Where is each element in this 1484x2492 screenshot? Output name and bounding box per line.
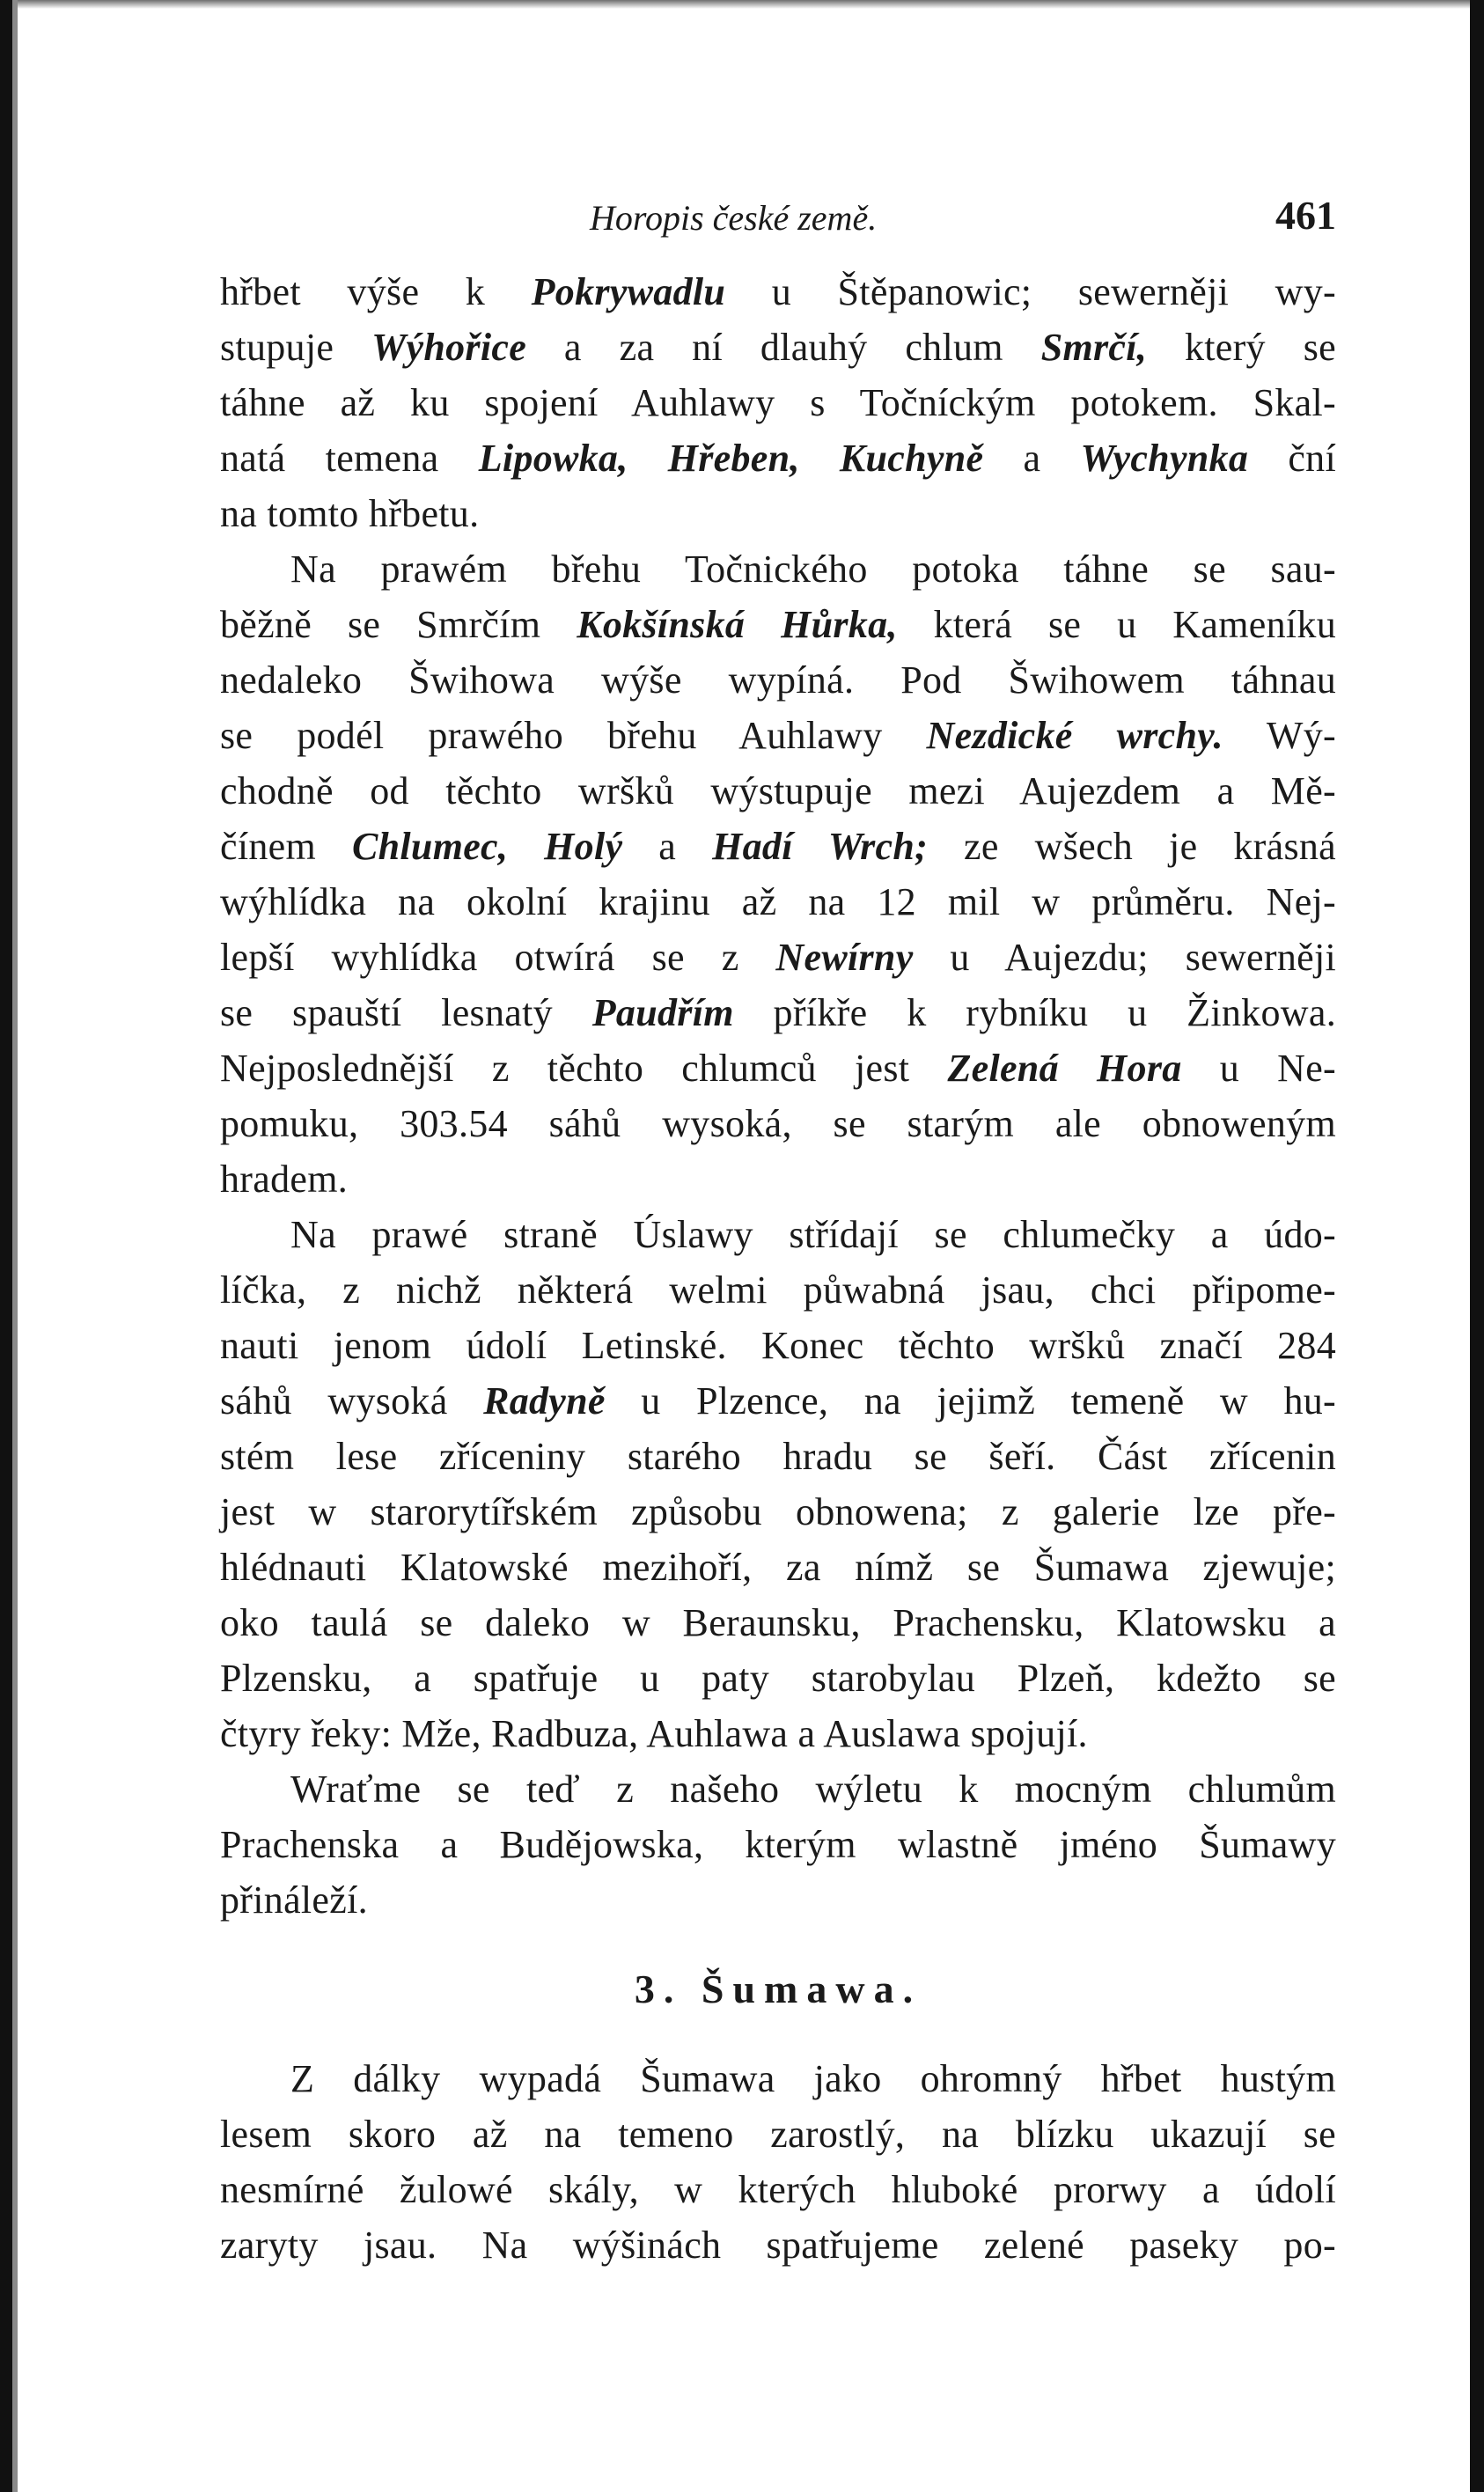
text-line: nesmírné žulowé skály, w kterých hluboké prorwy a údolí xyxy=(220,2168,1336,2211)
text-line: Z dálky wypadá Šumawa jako ohromný hřbet hustým xyxy=(290,2057,1336,2100)
text-line: se podél prawého břehu Auhlawy Nezdické wrchy. Wý- xyxy=(220,714,1336,757)
text-line: Prachenska a Budějowska, kterým wlastně jméno Šumawy xyxy=(220,1823,1336,1866)
text-line: líčka, z nichž některá welmi půwabná jsau, chci připome- xyxy=(220,1268,1336,1312)
text-line: hradem. xyxy=(220,1158,349,1201)
text-line: lepší wyhlídka otwírá se z Newírny u Aujezdu; sewerněji xyxy=(220,936,1336,979)
text-line: se spauští lesnatý Paudřím příkře k rybníku u Žinkowa. xyxy=(220,991,1336,1034)
text-line: hřbet výše k Pokrywadlu u Štěpanowic; sewerněji wy- xyxy=(220,270,1336,313)
text-line: čínem Chlumec, Holý a Hadí Wrch; ze wšech je krásná xyxy=(220,825,1336,868)
emphasized-name: Chlumec, Holý xyxy=(351,825,623,868)
emphasized-name: Wýhořice xyxy=(371,326,527,369)
scan-left-edge xyxy=(0,0,12,2492)
text-line: Wraťme se teď z našeho wýletu k mocným chlumům xyxy=(290,1768,1336,1811)
text-line: natá temena Lipowka, Hřeben, Kuchyně a Wychynka ční xyxy=(220,437,1336,480)
emphasized-name: Lipowka, Hřeben, Kuchyně xyxy=(478,437,984,480)
text-line: čtyry řeky: Mže, Radbuza, Auhlawa a Auslawa spojují. xyxy=(220,1712,1088,1755)
emphasized-name: Smrčí, xyxy=(1040,326,1148,369)
text-line: sáhů wysoká Radyně u Plzence, na jejimž temeně w hu- xyxy=(220,1379,1337,1422)
text-line: Plzensku, a spatřuje u paty starobylau Plzeň, kdežto se xyxy=(220,1657,1336,1700)
running-head xyxy=(220,185,1336,246)
text-line: jest w starorytířském způsobu obnowena; z galerie lze pře- xyxy=(220,1490,1336,1533)
running-title: Horopis české země. xyxy=(590,198,878,238)
text-line: hlédnauti Klatowské mezihoří, za nímž se Šumawa zjewuje; xyxy=(220,1546,1336,1589)
scan-top-edge xyxy=(0,0,1484,9)
emphasized-name: Wychynka xyxy=(1080,437,1249,480)
text-line: zaryty jsau. Na wýšinách spatřujeme zelené paseky po- xyxy=(220,2224,1336,2267)
emphasized-name: Newírny xyxy=(775,936,914,979)
text-line: přináleží. xyxy=(220,1878,368,1922)
text-line: pomuku, 303.54 sáhů wysoká, se starým ale obnoweným xyxy=(220,1102,1336,1145)
emphasized-name: Kokšínská Hůrka, xyxy=(577,603,898,646)
emphasized-name: Nezdické wrchy. xyxy=(926,714,1223,757)
emphasized-name: Paudřím xyxy=(591,991,734,1034)
text-line: lesem skoro až na temeno zarostlý, na blízku ukazují se xyxy=(220,2113,1336,2156)
page-number: 461 xyxy=(1275,193,1336,238)
scan-right-edge xyxy=(1470,0,1484,2492)
text-line: chodně od těchto wršků wýstupuje mezi Aujezdem a Mě- xyxy=(220,769,1336,812)
text-line: běžně se Smrčím Kokšínská Hůrka, která se u Kameníku xyxy=(220,603,1336,646)
emphasized-name: Radyně xyxy=(483,1379,606,1422)
text-line: wýhlídka na okolní krajinu až na 12 mil w průměru. Nej- xyxy=(220,880,1336,923)
text-line: oko taulá se daleko w Beraunsku, Prachensku, Klatowsku a xyxy=(220,1601,1336,1644)
text-line: stém lese zříceniny starého hradu se šeří. Část zřícenin xyxy=(220,1435,1336,1478)
text-line: Nejposlednější z těchto chlumců jest Zelená Hora u Ne- xyxy=(220,1047,1336,1090)
emphasized-name: Hadí Wrch; xyxy=(712,825,929,868)
text-line: táhne až ku spojení Auhlawy s Točníckým potokem. Skal- xyxy=(220,381,1336,424)
body-text xyxy=(220,264,1336,2273)
text-line: stupuje Wýhořice a za ní dlauhý chlum Smrčí, který se xyxy=(220,326,1336,369)
book-page xyxy=(220,185,1336,2273)
emphasized-name: Zelená Hora xyxy=(947,1047,1182,1090)
emphasized-name: Pokrywadlu xyxy=(531,270,726,313)
scan-left-edge-shadow xyxy=(12,0,18,2492)
text-line: na tomto hřbetu. xyxy=(220,492,480,535)
text-line: nedaleko Šwihowa wýše wypíná. Pod Šwihowem táhnau xyxy=(220,658,1336,702)
text-line: Na prawém břehu Točnického potoka táhne se sau- xyxy=(290,548,1336,591)
text-line: Na prawé straně Úslawy střídají se chlumečky a údo- xyxy=(290,1213,1336,1256)
section-heading: 3. Šumawa. xyxy=(634,1966,922,2011)
text-line: nauti jenom údolí Letinské. Konec těchto wršků značí 284 xyxy=(220,1324,1336,1367)
